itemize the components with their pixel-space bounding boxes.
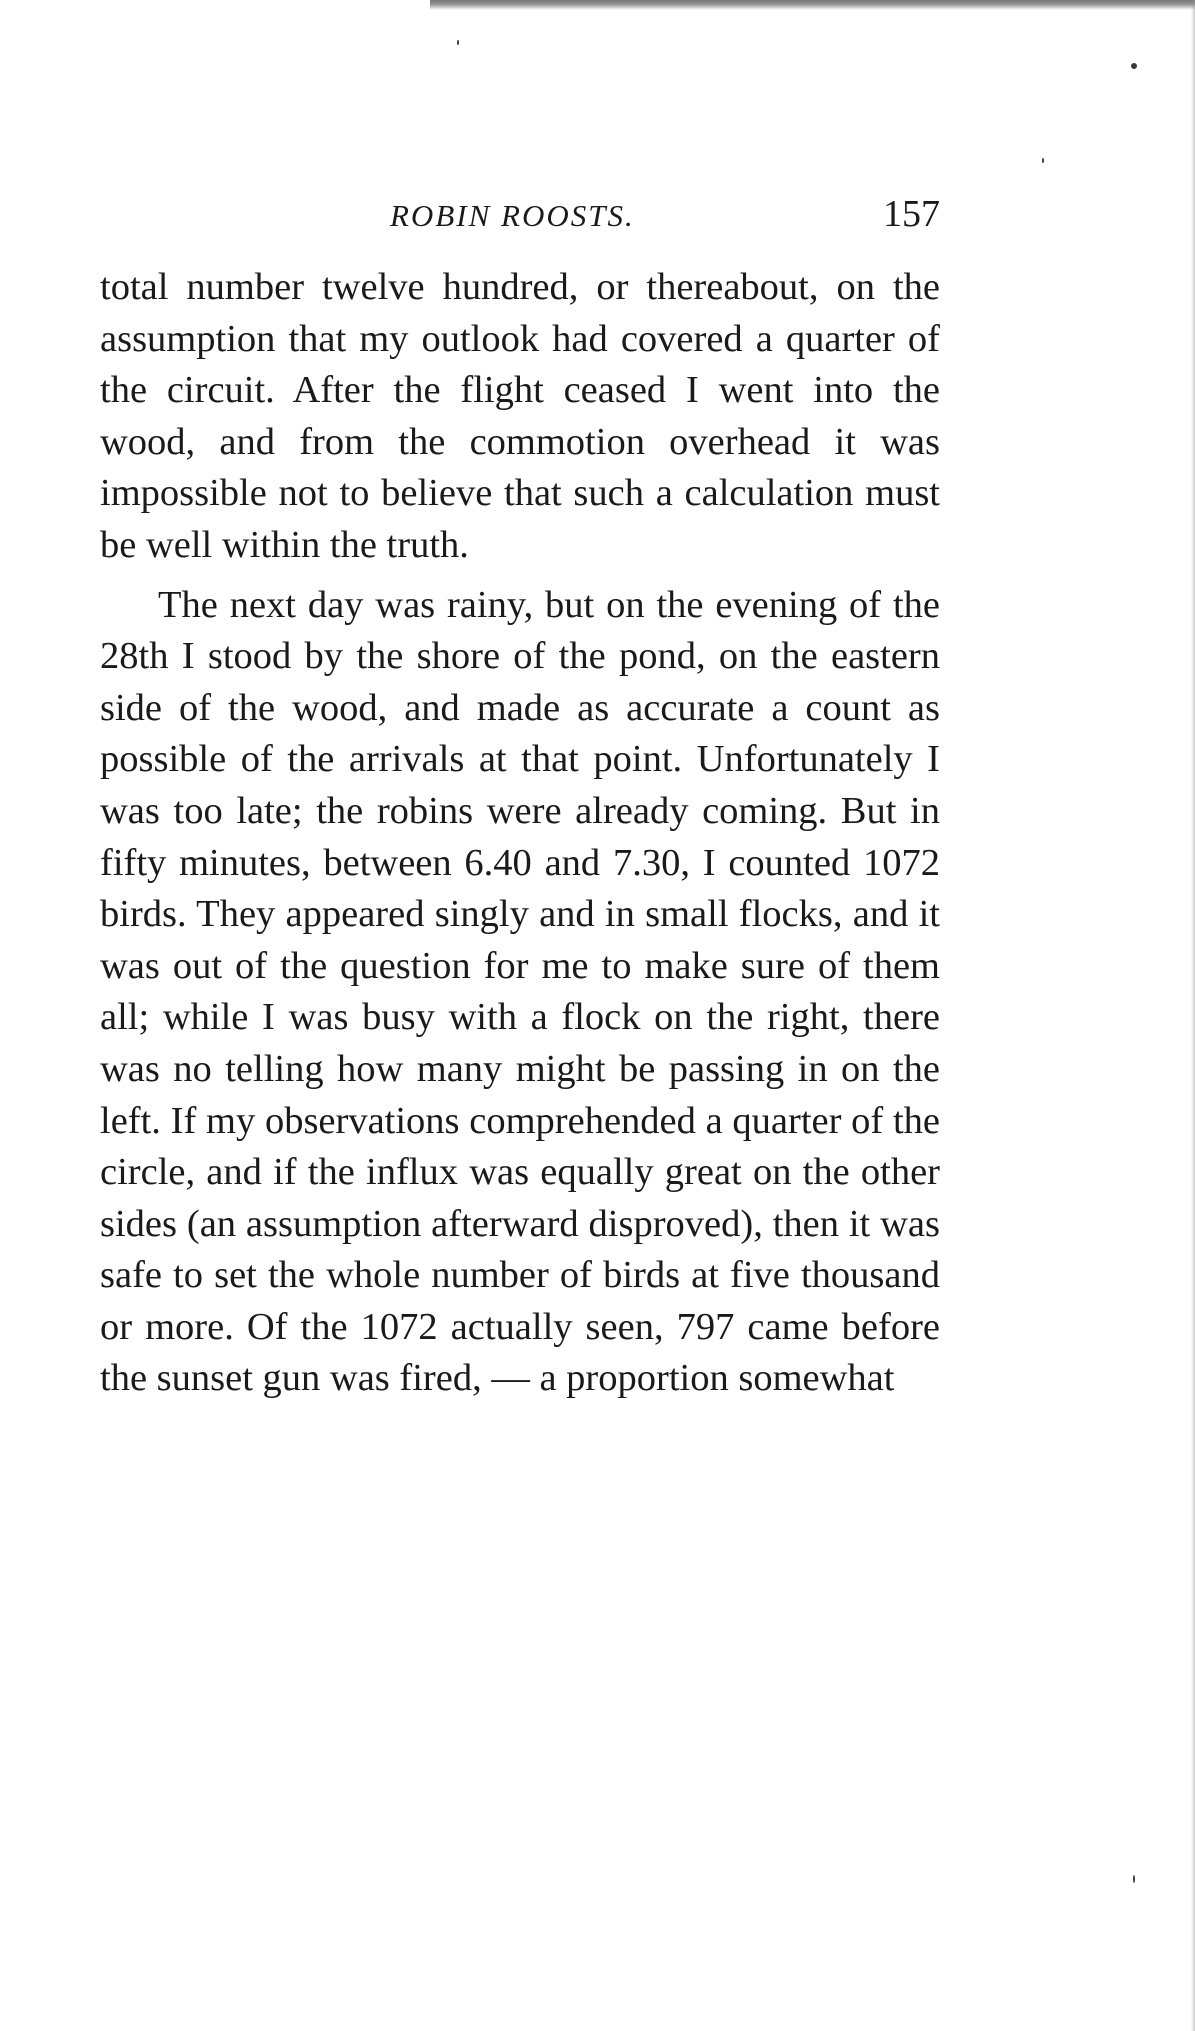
- scan-speck: [1042, 158, 1044, 163]
- scan-speck: [1133, 1875, 1135, 1883]
- scan-speck: [1131, 63, 1137, 69]
- paragraph: The next day was rainy, but on the evening of the 28th I stood by the shore of the pond, on the eastern side of the wood, and made as accurate a count as possible of the arrivals at that point. Unfortunately I was too late; the robins were already coming. But in fifty minutes, between 6.40 and 7.30, I counted 1072 birds. They appeared singly and in small flocks, and it was out of the question for me to make sure of them all; while I was busy with a flock on the right, there was no telling how many might be passing in on the left. If my observations comprehended a quarter of the circle, and if the influx was equally great on the other sides (an assumption afterward disproved), then it was safe to set the whole number of birds at five thousand or more. Of the 1072 actually seen, 797 came before the sunset gun was fired, — a proportion somewhat: [100, 583, 940, 1400]
- page-number: 157: [883, 193, 940, 235]
- running-head: ROBIN ROOSTS.: [390, 198, 635, 233]
- paragraph: total number twelve hundred, or thereabout, on the assumption that my outlook had covered a quarter of the circuit. After the flight ceased I went into the wood, and from the commotion overhead it was impossible not to believe that such a calculation must be well within the truth.: [100, 266, 940, 566]
- page-header: [100, 192, 940, 244]
- scan-top-edge-shadow: [430, 0, 1195, 10]
- scan-speck: [457, 40, 459, 45]
- scan-right-edge-shadow: [1191, 0, 1195, 2031]
- body-text: [100, 262, 940, 1405]
